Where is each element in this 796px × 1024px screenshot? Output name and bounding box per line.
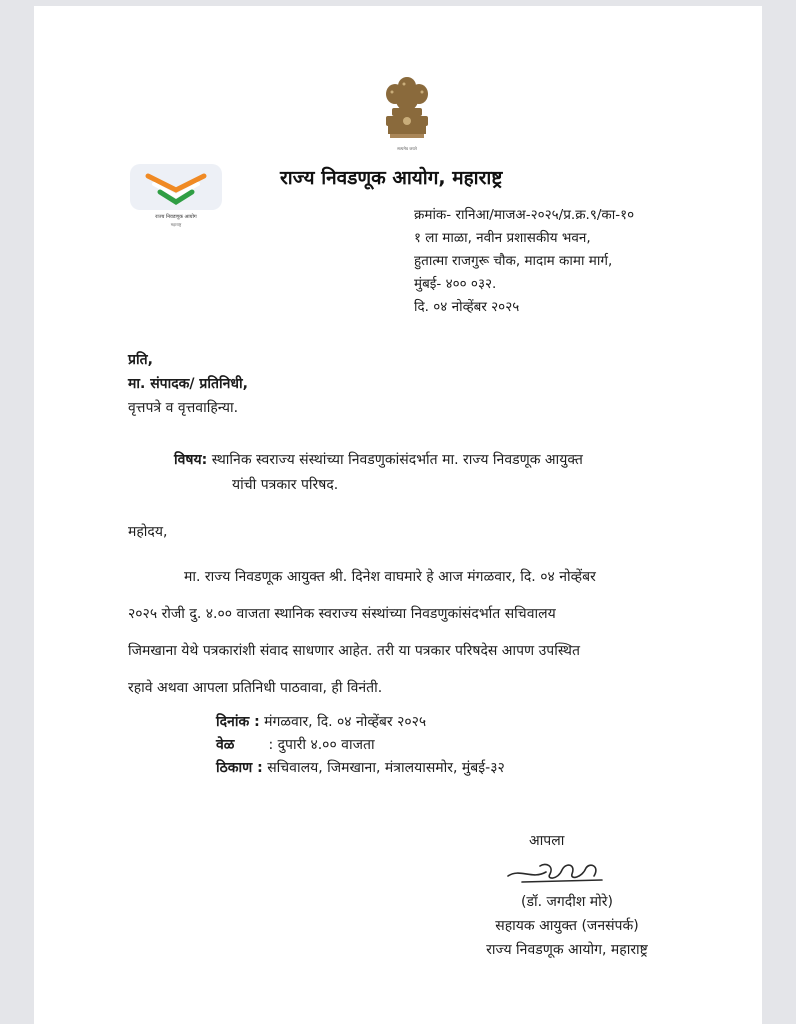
detail-time-separator: : [268,737,274,753]
detail-place-label: ठिकाण : [216,760,263,776]
subject-label: विषय: [174,452,208,468]
body-line-3: जिमखाना येथे पत्रकारांशी संवाद साधणार आहेत. तरी या पत्रकार परिषदेस आपण उपस्थित [128,643,580,659]
recipient-line-1: मा. संपादक/ प्रतिनिधी, [128,376,248,392]
address-line-1: १ ला माळा, नवीन प्रशासकीय भवन, [414,230,591,246]
signatory-office: राज्य निवडणूक आयोग, महाराष्ट्र [486,942,648,958]
letter-body [128,559,688,707]
detail-place-value: सचिवालय, जिमखाना, मंत्रालयासमोर, मुंबई-३२ [267,760,505,776]
logo-name: राज्य निवडणूक आयोग [155,214,197,220]
handwritten-signature-icon [502,854,622,888]
detail-time-value: दुपारी ४.०० वाजता [277,737,375,753]
recipient-prati: प्रति, [128,352,153,368]
address-line-3: मुंबई- ४०० ०३२. [414,276,497,292]
signatory-name: (डॉ. जगदीश मोरे) [521,894,613,910]
subject-line-1: स्थानिक स्वराज्य संस्थांच्या निवडणुकांसंदर्भात मा. राज्य निवडणूक आयुक्त [211,452,583,468]
event-details [216,711,505,780]
detail-time-row [216,734,505,757]
subject-block [174,448,583,498]
logo-subtitle: महाराष्ट्र [170,222,182,227]
emblem-motto: सत्यमेव जयते [397,146,417,151]
election-commission-logo-icon [130,164,222,210]
body-line-4: रहावे अथवा आपला प्रतिनिधी पाठवावा, ही विनंती. [128,680,383,696]
election-commission-logo [130,164,222,210]
recipient-block [128,348,248,420]
detail-time-label: वेळ [216,737,235,753]
recipient-line-2: वृत्तपत्रे व वृत्तवाहिन्या. [128,400,239,416]
reference-number: क्रमांक- रानिआ/माजअ-२०२५/प्र.क्र.९/का-१० [414,207,635,223]
closing-yours: आपला [529,833,565,849]
signatory-designation: सहायक आयुक्त (जनसंपर्क) [495,918,639,934]
page-title: राज्य निवडणूक आयोग, महाराष्ट्र [280,167,503,189]
signatory-block [462,890,672,962]
detail-date-row [216,711,505,734]
address-line-2: हुतात्मा राजगुरू चौक, मादाम कामा मार्ग, [414,253,613,269]
detail-date-label: दिनांक : [216,714,260,730]
body-line-1: मा. राज्य निवडणूक आयुक्त श्री. दिनेश वाघमारे हे आज मंगळवार, दि. ०४ नोव्हेंबर [184,569,596,585]
letter-page [34,6,762,1024]
subject-line-2: यांची पत्रकार परिषद. [232,477,339,493]
reference-block [414,204,634,319]
body-line-2: २०२५ रोजी दु. ४.०० वाजता स्थानिक स्वराज्य संस्थांच्या निवडणुकांसंदर्भात सचिवालय [128,606,556,622]
salutation: महोदय, [128,524,168,540]
letter-date: दि. ०४ नोव्हेंबर २०२५ [414,299,520,315]
detail-date-value: मंगळवार, दि. ०४ नोव्हेंबर २०२५ [264,714,427,730]
detail-place-row [216,757,505,780]
